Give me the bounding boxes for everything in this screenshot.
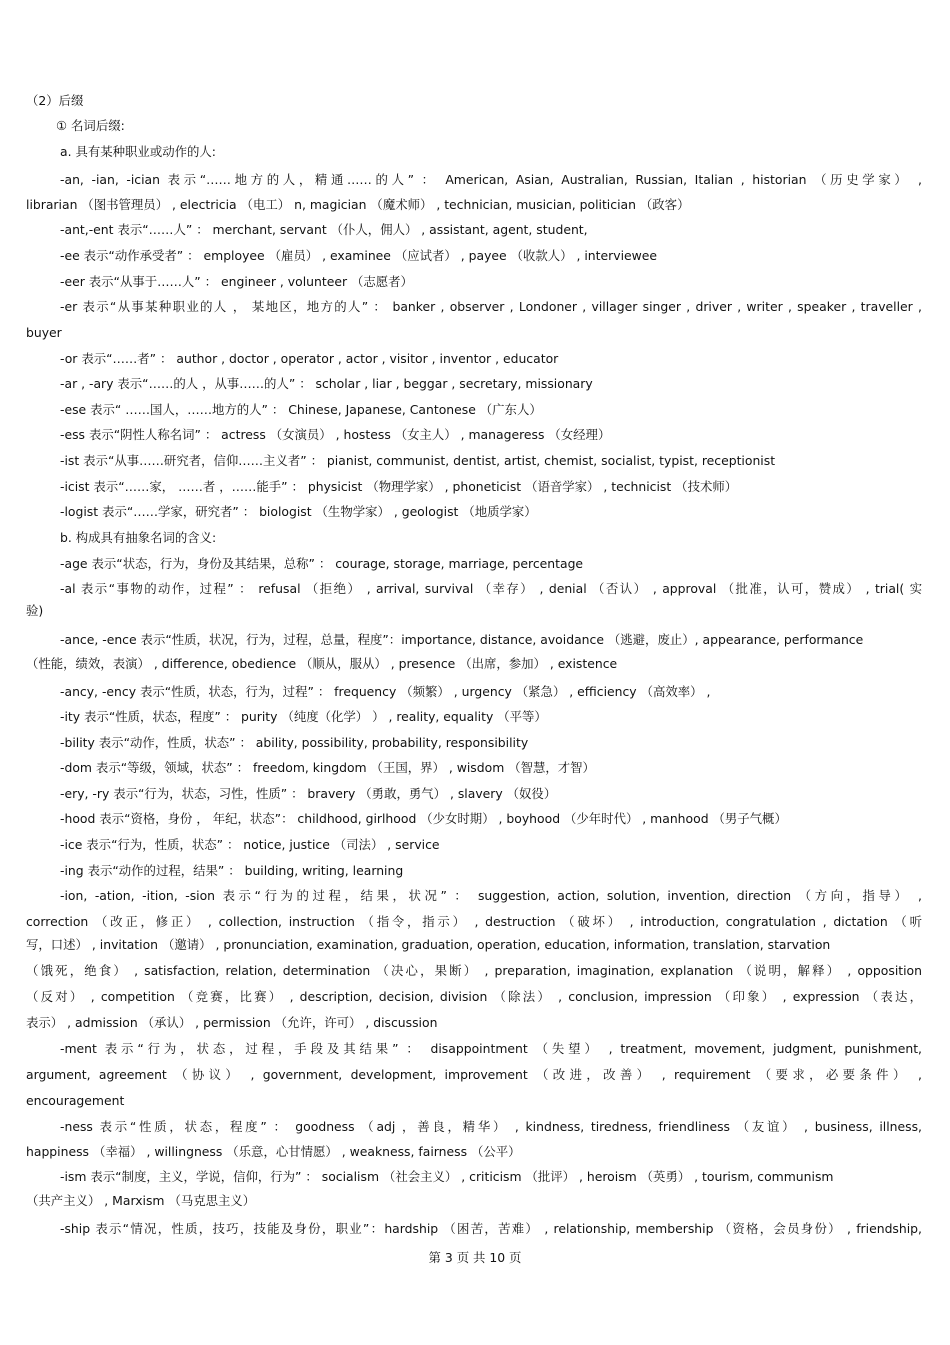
text-line: 写，口述） , invitation （邀请） , pronunciation, examination, graduation, operation, education, information, translation, starvation: [26, 937, 831, 952]
text-line: -logist 表示“……学家，研究者” ： biologist （生物学家） , geologist （地质学家）: [60, 504, 537, 519]
text-line: -or 表示“……者” ： author , doctor , operator , actor , visitor , inventor , educator: [60, 351, 559, 366]
text-line: -ity 表示“性质，状态，程度” ： purity （纯度（化学） ） , reality, equality （平等）: [60, 709, 547, 724]
text-line: -ness 表示“性质，状态，程度” ： goodness （adj ，善良，精华） , kindness, tiredness, friendliness （友谊） , business, illness,: [60, 1119, 922, 1134]
text-line: （性能，绩效，表演） , difference, obedience （顺从，服从） , presence （出席，参加） , existence: [26, 656, 618, 671]
text-line: -ar , -ary 表示“……的人 ，从事……的人” ： scholar , liar , beggar , secretary, missionary: [60, 376, 593, 391]
text-line: （饿死，绝食） , satisfaction, relation, determination （决心，果断） , preparation, imagination, explanation （说明，解释） , opposition: [26, 963, 922, 978]
text-line: -ing 表示“动作的过程，结果” ： building, writing, learning: [60, 863, 404, 878]
text-line: librarian （图书管理员） , electricia （电工） n, magician （魔术师） , technician, musician, politician （政客）: [26, 197, 690, 212]
text-line: -hood 表示“资格，身份 ， 年纪，状态”： childhood, girlhood （少女时期） , boyhood （少年时代） , manhood （男子气概）: [60, 811, 787, 826]
text-line: -eer 表示“从事于……人” ： engineer , volunteer （志愿者）: [60, 274, 413, 289]
text-line: -ancy, -ency 表示“性质，状态，行为，过程” ： frequency （频繁） , urgency （紧急） , efficiency （高效率） ,: [60, 684, 711, 699]
text-line: 表示） , admission （承认） , permission （允许，许可） , discussion: [26, 1015, 438, 1030]
text-line: -ion, -ation, -ition, -sion 表示“行为的过程，结果，状况” ： suggestion, action, solution, invention, direction （方向，指导） ,: [60, 888, 922, 903]
text-line: 验): [26, 603, 44, 618]
text-line: -ee 表示“动作承受者” ： employee （雇员） , examinee （应试者） , payee （收款人） , interviewee: [60, 248, 658, 263]
text-line: -er 表示“从事某种职业的人 ， 某地区，地方的人” ： banker , observer , Londoner , villager singer , driver , writer , speaker , traveller ,: [60, 299, 922, 314]
text-line: -al 表示“事物的动作，过程” ： refusal （拒绝） , arrival, survival （幸存） , denial （否认） , approval （批准，认可，赞成） , trial( 实: [60, 581, 922, 596]
category-heading: a. 具有某种职业或动作的人:: [60, 144, 216, 159]
text-line: encouragement: [26, 1093, 125, 1108]
text-line: -age 表示“状态，行为，身份及其结果，总称” ： courage, storage, marriage, percentage: [60, 556, 584, 571]
text-line: correction （改正，修正） , collection, instruction （指令，指示） , destruction （破坏） , introduction, congratulation , dictation （听: [26, 914, 922, 929]
text-line: happiness （幸福） , willingness （乐意，心甘情愿） , weakness, fairness （公平）: [26, 1144, 521, 1159]
subsection-heading: ① 名词后缀:: [56, 118, 125, 133]
text-line: -icist 表示“……家， ……者 ，……能手” ： physicist （物理学家） , phoneticist （语音学家） , technicist （技术师）: [60, 479, 738, 494]
text-line: -ance, -ence 表示“性质，状况，行为，过程，总量，程度”：importance, distance, avoidance （逃避，废止）, appearance, performance: [60, 632, 864, 647]
text-line: -ess 表示“阴性人称名词” ： actress （女演员） , hostess （女主人） , manageress （女经理）: [60, 427, 611, 442]
text-line: -ist 表示“从事……研究者，信仰……主义者” ： pianist, communist, dentist, artist, chemist, socialist, typist, receptionist: [60, 453, 776, 468]
text-line: -ese 表示“ ……国人，……地方的人” ： Chinese, Japanese, Cantonese （广东人）: [60, 402, 542, 417]
text-line: -bility 表示“动作，性质，状态” ： ability, possibility, probability, responsibility: [60, 735, 529, 750]
text-line: -ant,-ent 表示“……人” ： merchant, servant （仆人，佣人） , assistant, agent, student,: [60, 222, 588, 237]
text-line: （反对） , competition （竞赛，比赛） , description, decision, division （除法） , conclusion, impression （印象） , expression （表达，: [26, 989, 922, 1004]
text-line: -ship 表示“情况，性质，技巧，技能及身份，职业”：hardship （困苦，苦难） , relationship, membership （资格，会员身份） , friendship,: [60, 1221, 922, 1236]
text-line: -ment 表示“行为，状态，过程，手段及其结果” ： disappointment （失望） , treatment, movement, judgment, punishment,: [60, 1041, 922, 1056]
page-footer: 第 3 页 共 10 页: [428, 1250, 522, 1265]
text-line: （共产主义） , Marxism （马克思主义）: [26, 1193, 256, 1208]
text-line: -an, -ian, -ician 表示“……地方的人，精通……的人” ： American, Asian, Australian, Russian, Italian , historian （历史学家） ,: [60, 172, 922, 187]
text-line: argument, agreement （协议） , government, development, improvement （改进，改善） , requirement （要求，必要条件） ,: [26, 1067, 922, 1082]
section-heading: （2）后缀: [26, 93, 84, 108]
text-line: -ery, -ry 表示“行为，状态，习性，性质” ： bravery （勇敢，勇气） , slavery （奴役）: [60, 786, 557, 801]
text-line: buyer: [26, 325, 62, 340]
text-line: -ism 表示“制度，主义，学说，信仰，行为” ： socialism （社会主义） , criticism （批评） , heroism （英勇） , tourism, communism: [60, 1169, 834, 1184]
text-line: -dom 表示“等级，领域，状态” ： freedom, kingdom （王国，界） , wisdom （智慧，才智）: [60, 760, 595, 775]
category-heading: b. 构成具有抽象名词的含义:: [60, 530, 217, 545]
text-line: -ice 表示“行为，性质，状态” ： notice, justice （司法） , service: [60, 837, 440, 852]
